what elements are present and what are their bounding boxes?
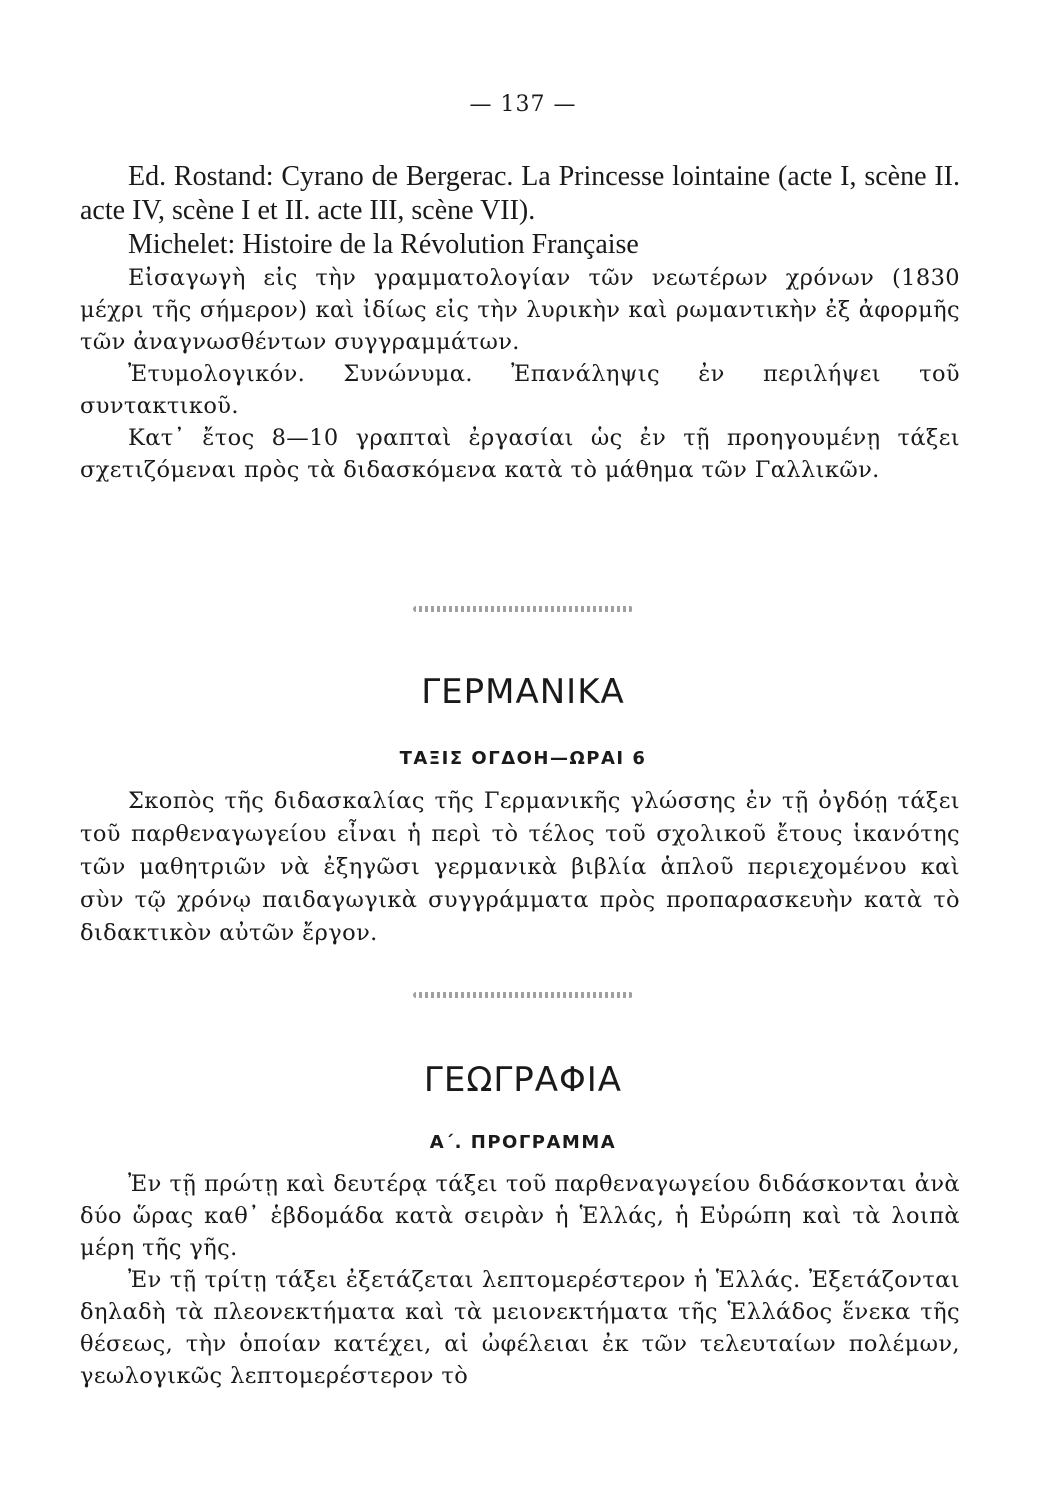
paragraph-rostand: Ed. Rostand: Cyrano de Bergerac. La Princesse lointaine (acte I, scène II. acte IV, scène I et II. acte III, scène VII). bbox=[80, 161, 960, 226]
german-subtitle: ΤΑΞΙΣ ΟΓΔΟΗ—ΩΡΑΙ 6 bbox=[399, 748, 647, 769]
section-divider bbox=[0, 597, 1046, 616]
french-section bbox=[80, 160, 960, 486]
german-title: ΓΕΡΜΑΝΙΚΑ bbox=[421, 672, 625, 712]
paragraph-geography-2: Ἐν τῇ τρίτῃ τάξει ἐξετάζεται λεπτομερέστερον ἡ Ἑλλάς. Ἐξετάζονται δηλαδὴ τὰ πλεονεκτήματα καὶ τὰ μειονεκτήματα τῆς Ἑλλάδος ἕνεκα τῆς θέσεως, τὴν ὁποίαν κατέχει, αἱ ὠφέλειαι ἐκ τῶν τελευταίων πολέμων, γεωλογικῶς λεπτομερέστερον τὸ bbox=[80, 1267, 960, 1389]
geography-section bbox=[80, 1168, 960, 1392]
page-number: — 137 — bbox=[469, 92, 577, 117]
paragraph-german-purpose: Σκοπὸς τῆς διδασκαλίας τῆς Γερμανικῆς γλώσσης ἐν τῇ ὀγδόῃ τάξει τοῦ παρθεναγωγείου εἶναι ἡ περὶ τὸ τέλος τοῦ σχολικοῦ ἔτους ἱκανότης τῶν μαθητριῶν νὰ ἐξηγῶσι γερμανικὰ βιβλία ἁπλοῦ περιεχομένου καὶ σὺν τῷ χρόνῳ παιδαγωγικὰ συγγράμματα πρὸς προπαρασκευὴν κατὰ τὸ διδακτικὸν αὐτῶν ἔργον. bbox=[80, 788, 960, 946]
section-divider bbox=[0, 983, 1046, 1002]
geography-subtitle: Α΄. ΠΡΟΓΡΑΜΜΑ bbox=[429, 1132, 617, 1153]
paragraph-introduction: Εἰσαγωγὴ εἰς τὴν γραμματολογίαν τῶν νεωτέρων χρόνων (1830 μέχρι τῆς σήμερον) καὶ ἰδίως εἰς τὴν λυρικὴν καὶ ρωμαντικὴν ἐξ ἀφορμῆς τῶν ἀναγνωσθέντων συγγραμμάτων. bbox=[80, 265, 960, 355]
paragraph-geography-1: Ἐν τῇ πρώτῃ καὶ δευτέρᾳ τάξει τοῦ παρθεναγωγείου διδάσκονται ἀνὰ δύο ὥρας καθ᾿ ἑβδομάδα κατὰ σειρὰν ἡ Ἑλλάς, ἡ Εὐρώπη καὶ τὰ λοιπὰ μέρη τῆς γῆς. bbox=[80, 1171, 960, 1261]
paragraph-etymology: Ἐτυμολογικόν. Συνώνυμα. Ἐπανάληψις ἐν περιλήψει τοῦ συντακτικοῦ. bbox=[80, 361, 960, 419]
paragraph-michelet: Michelet: Histoire de la Révolution Française bbox=[128, 229, 639, 260]
paragraph-written-work: Κατ᾿ ἔτος 8—10 γραπταὶ ἐργασίαι ὡς ἐν τῇ προηγουμένῃ τάξει σχετιζόμεναι πρὸς τὰ διδασκόμενα κατὰ τὸ μάθημα τῶν Γαλλικῶν. bbox=[80, 425, 960, 483]
german-section bbox=[80, 785, 960, 950]
geography-title: ΓΕΩΓΡΑΦΙΑ bbox=[423, 1060, 623, 1100]
